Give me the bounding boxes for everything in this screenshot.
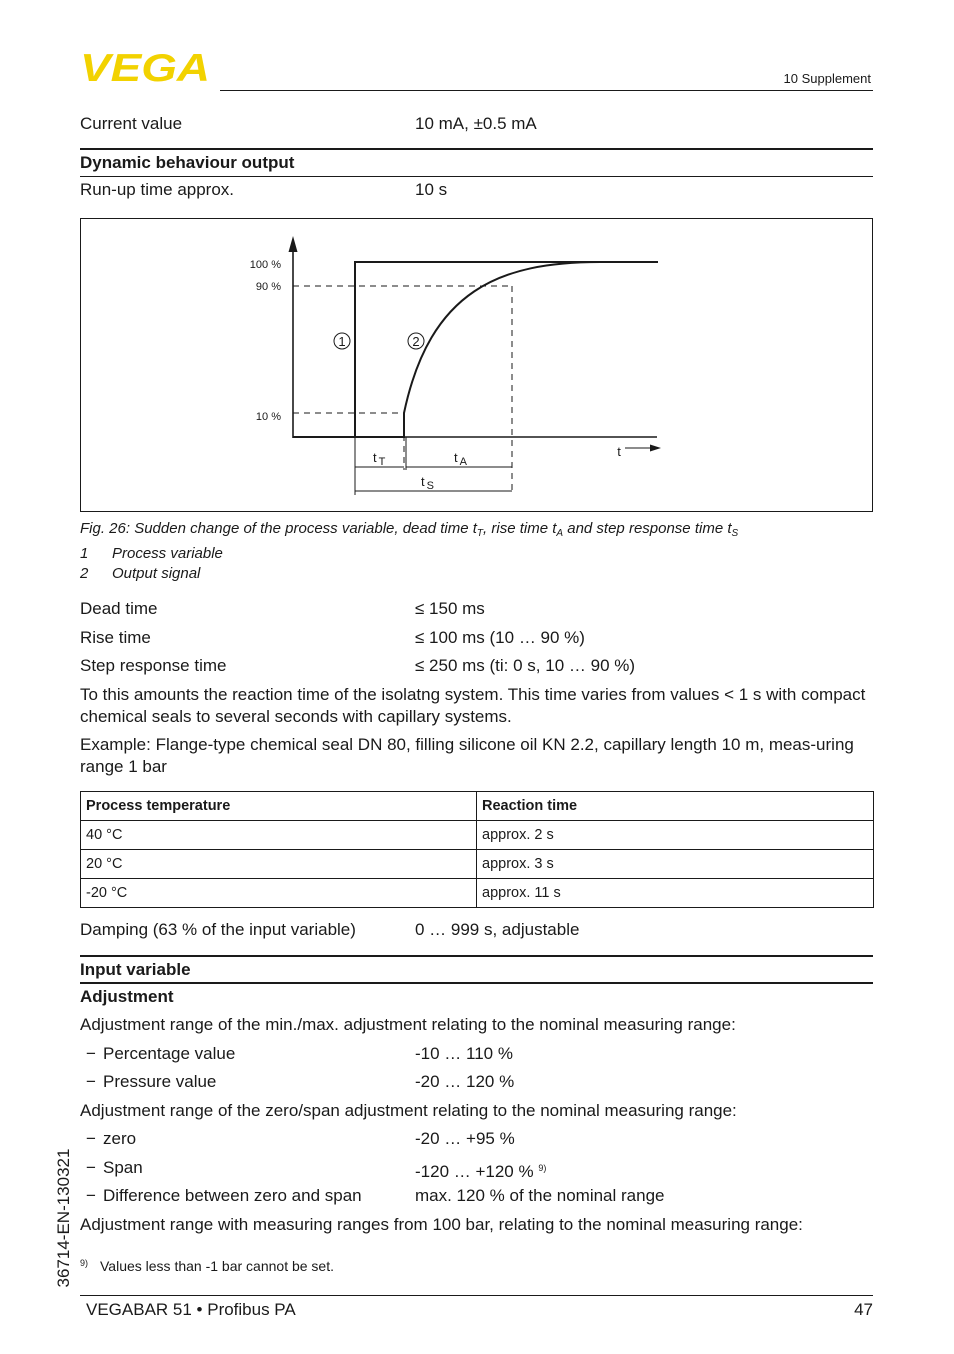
step-response-label: Step response time [80,656,227,675]
vega-logo [80,50,212,84]
section-rule [80,982,873,984]
ts-label: t $_S$ [421,474,434,492]
t-axis-label: t [617,444,621,459]
page-number: 47 [854,1300,873,1319]
percentage-label: Percentage value [103,1044,236,1063]
y-axis-arrow [289,236,298,252]
input-section-title: Input variable [80,960,191,979]
table-row [81,850,874,879]
header-rule [220,90,873,91]
header-reaction-time: Reaction time [477,792,874,821]
list-dash: − [86,1186,96,1205]
list-dash: − [86,1072,96,1091]
footnote-ref: 9) [538,1163,547,1173]
step-response-value: ≤ 250 ms (ti: 0 s, 10 … 90 %) [415,656,636,675]
footer-rule [80,1295,873,1296]
figure-caption: Fig. 26: Sudden change of the process variable, dead time $t_T$, rise time $t_A$ and step response time $t_S$ [80,520,739,539]
current-value-value: 10 mA, ±0.5 mA [415,114,537,133]
rise-time-value: ≤ 100 ms (10 … 90 %) [415,628,585,647]
dead-time-label: Dead time [80,599,158,618]
temperature-cell: 40 °C [81,821,477,850]
adjustment-title: Adjustment [80,987,174,1006]
pressure-value: -20 … 120 % [415,1072,515,1091]
rise-time-label: Rise time [80,628,151,647]
damping-label: Damping (63 % of the input variable) [80,920,356,939]
y-label-90: 90 % [255,281,281,293]
dead-time-value: ≤ 150 ms [415,599,485,618]
zero-value: -20 … +95 % [415,1129,515,1148]
reaction-time-cell: approx. 3 s [477,850,874,879]
runup-value: 10 s [415,180,448,199]
document-code: 36714-EN-130321 [54,1148,73,1288]
footer-product: VEGABAR 51 • Profibus PA [86,1300,296,1319]
table-row [81,879,874,908]
y-label-10: 10 % [255,411,281,423]
section-rule [80,176,873,177]
legend-num-2: 2 [80,565,89,582]
output-signal-curve [293,262,658,437]
pressure-label: Pressure value [103,1072,217,1091]
reaction-paragraph: To this amounts the reaction time of the isolatng system. This time varies from values < 1 s with compact chemical seals to several seconds with capillary systems. [80,685,866,726]
process-variable-curve [293,262,658,437]
zero-label: zero [103,1129,137,1148]
adjustment-intro-1: Adjustment range of the min./max. adjustment relating to the nominal measuring range: [80,1015,736,1034]
dynamic-section-title: Dynamic behaviour output [80,153,295,172]
difference-label: Difference between zero and span [103,1186,362,1205]
footnote-text: Values less than -1 bar cannot be set. [100,1258,334,1274]
span-label: Span [103,1158,143,1177]
t-arrow-head [650,445,661,452]
temperature-cell: 20 °C [81,850,477,879]
step-response-diagram [80,218,873,512]
table-row [81,821,874,850]
damping-value: 0 … 999 s, adjustable [415,920,580,939]
table-header-row [81,792,874,821]
header-process-temperature: Process temperature [81,792,477,821]
percentage-value: -10 … 110 % [415,1044,513,1063]
vega-logo-text: VEGA [80,50,210,84]
difference-value: max. 120 % of the nominal range [415,1186,665,1205]
section-label: 10 Supplement [783,71,871,86]
runup-label: Run-up time approx. [80,180,235,199]
reaction-time-cell: approx. 11 s [477,879,874,908]
y-label-100: 100 % [249,259,281,271]
marker-2-label: 2 [412,334,420,349]
section-rule [80,148,873,150]
legend-num-1: 1 [80,545,89,562]
span-value: -120 … +120 % $^{9)}$ [415,1162,547,1181]
list-dash: − [86,1158,96,1177]
adjustment-intro-2: Adjustment range of the zero/span adjustment relating to the nominal measuring range: [80,1101,737,1120]
legend-text-2: Output signal [112,565,201,582]
list-dash: − [86,1044,96,1063]
list-dash: − [86,1129,96,1148]
footnote-number: 9) [80,1258,89,1268]
legend-text-1: Process variable [112,545,223,562]
current-value-label: Current value [80,114,183,133]
ta-label: t $_A$ [454,450,467,468]
tt-label: t $_T$ [373,450,386,468]
adjustment-intro-3: Adjustment range with measuring ranges from 100 bar, relating to the nominal measuring range: [80,1215,803,1234]
reaction-time-cell: approx. 2 s [477,821,874,850]
example-paragraph: Example: Flange-type chemical seal DN 80, filling silicone oil KN 2.2, capillary length 10 m, meas-uring range 1 bar [80,735,854,776]
temperature-cell: -20 °C [81,879,477,908]
section-rule [80,955,873,957]
reaction-table [80,791,874,908]
marker-1-label: 1 [338,334,346,349]
